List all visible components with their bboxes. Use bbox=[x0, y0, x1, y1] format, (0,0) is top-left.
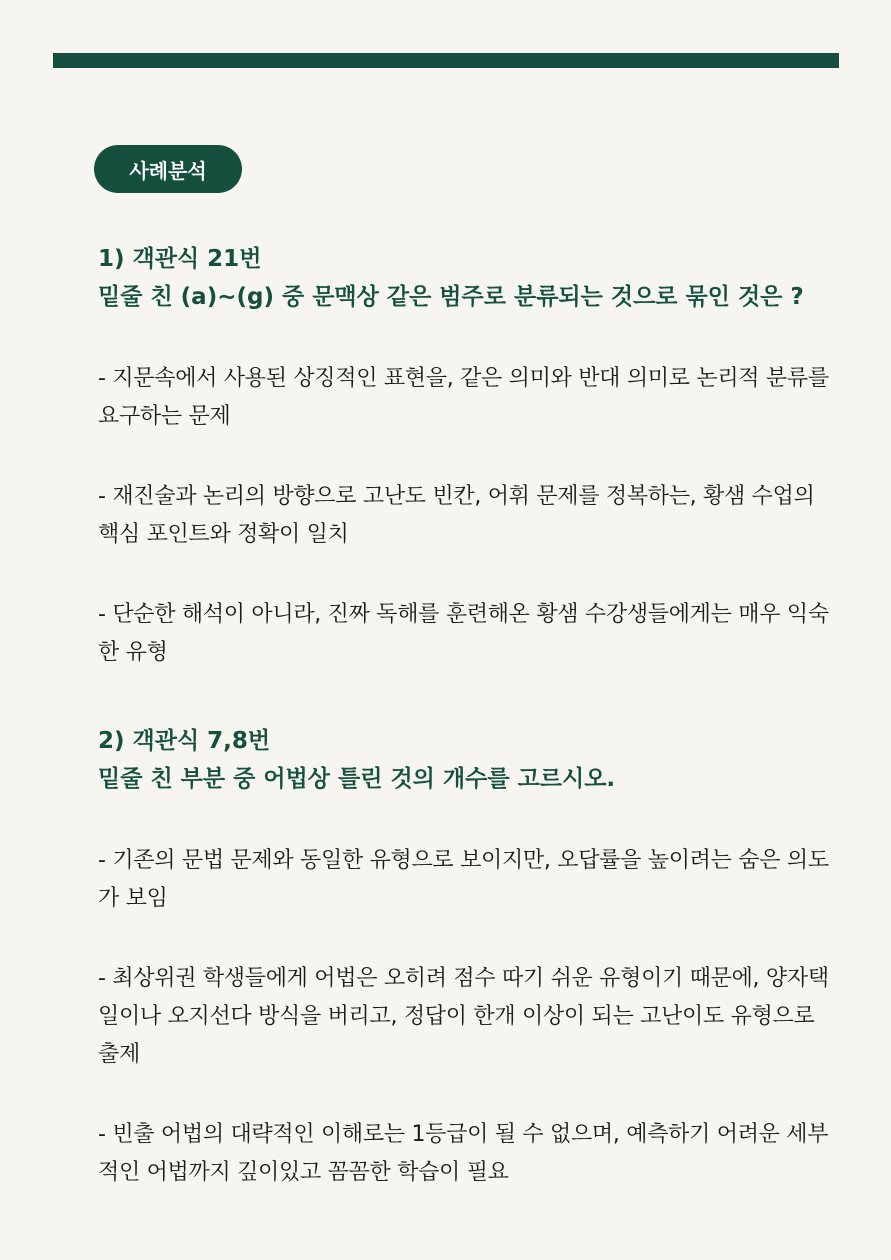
bullet-item: - 기존의 문법 문제와 동일한 유형으로 보이지만, 오답률을 높이려는 숨은 의도가 보임 bbox=[98, 848, 829, 911]
top-accent-bar bbox=[53, 53, 839, 68]
bullet-item: - 빈출 어법의 대략적인 이해로는 1등급이 될 수 없으며, 예측하기 어려운 세부적인 어법까지 깊이있고 꼼꼼한 학습이 필요 bbox=[98, 1122, 829, 1185]
bullet-item: - 단순한 해석이 아니라, 진짜 독해를 훈련해온 황샘 수강생들에게는 매우 익숙한 유형 bbox=[98, 602, 829, 665]
bullet-item: - 최상위권 학생들에게 어법은 오히려 점수 따기 쉬운 유형이기 때문에, 양자택일이나 오지선다 방식을 버리고, 정답이 한개 이상이 되는 고난이도 유형으로 출제 bbox=[98, 966, 829, 1067]
case-analysis-tag: 사례분석 bbox=[94, 145, 242, 193]
section-2-number: 2) 객관식 7,8번 bbox=[98, 728, 271, 754]
section-1-bullets bbox=[98, 360, 838, 672]
section-2 bbox=[98, 722, 838, 1234]
section-2-bullets bbox=[98, 842, 838, 1192]
section-2-question: 밑줄 친 부분 중 어법상 틀린 것의 개수를 고르시오. bbox=[98, 766, 616, 792]
section-1-number: 1) 객관식 21번 bbox=[98, 246, 262, 272]
bullet-item: - 재진술과 논리의 방향으로 고난도 빈칸, 어휘 문제를 정복하는, 황샘 수업의 핵심 포인트와 정확이 일치 bbox=[98, 484, 815, 547]
section-1-question: 밑줄 친 (a)~(g) 중 문맥상 같은 범주로 분류되는 것으로 묶인 것은 ? bbox=[98, 284, 804, 310]
bullet-item: - 지문속에서 사용된 상징적인 표현을, 같은 의미와 반대 의미로 논리적 분류를 요구하는 문제 bbox=[98, 366, 829, 429]
section-1 bbox=[98, 240, 838, 714]
